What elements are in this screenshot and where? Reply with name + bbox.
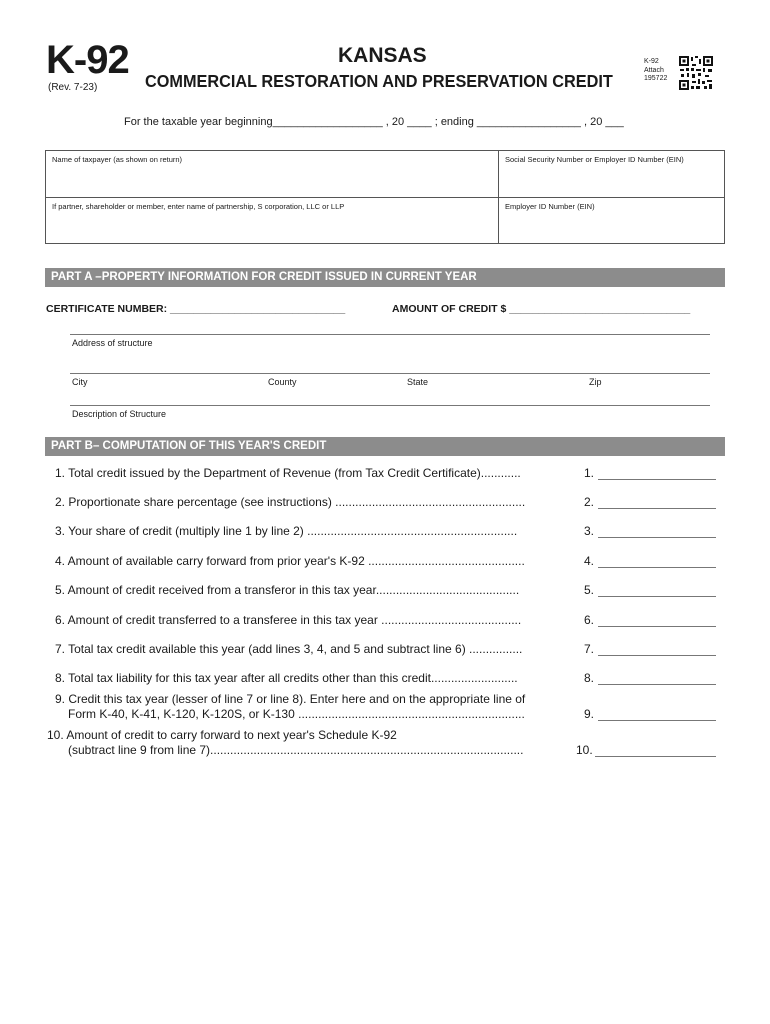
zip-label: Zip xyxy=(589,377,602,387)
attach-form-id: K-92 xyxy=(644,58,659,65)
line-2-number: 2. xyxy=(584,495,595,509)
partnership-name-field[interactable]: If partner, shareholder or member, enter name of partnership, S corporation, LLC or LLP xyxy=(52,202,345,211)
line-9-text: 9. Credit this tax year (lesser of line 7 or line 8). Enter here and on the appropriate line of xyxy=(55,692,526,706)
line-7-entry[interactable] xyxy=(598,655,716,656)
form-number: K-92 xyxy=(46,38,129,82)
address-label: Address of structure xyxy=(72,338,153,348)
county-label: County xyxy=(268,377,297,387)
line-4-entry[interactable] xyxy=(598,567,716,568)
line-1-number: 1. xyxy=(584,466,595,480)
amount-of-credit-field[interactable]: AMOUNT OF CREDIT $ _______________________________ xyxy=(392,303,691,315)
attach-label: Attach xyxy=(644,66,664,74)
description-line[interactable] xyxy=(70,405,710,406)
line-4-text: 4. Amount of available carry forward from prior year's K-92 ............................................... xyxy=(55,554,525,568)
attachment-info xyxy=(644,58,667,84)
line-2-text: 2. Proportionate share percentage (see instructions) ......................................................... xyxy=(55,495,526,509)
city-state-zip-line[interactable] xyxy=(70,373,710,374)
line-6-text: 6. Amount of credit transferred to a transferee in this tax year .......................................... xyxy=(55,613,522,627)
address-line[interactable] xyxy=(70,334,710,335)
line-10-text-cont: (subtract line 9 from line 7).............................................................................................. xyxy=(68,743,524,757)
line-3-text: 3. Your share of credit (multiply line 1 by line 2) ............................................................... xyxy=(55,524,518,538)
line-5-entry[interactable] xyxy=(598,596,716,597)
part-a-heading: PART A –PROPERTY INFORMATION FOR CREDIT ISSUED IN CURRENT YEAR xyxy=(45,268,725,287)
line-8-text: 8. Total tax liability for this tax year after all credits other than this credit.......................... xyxy=(55,671,518,685)
taxpayer-name-field[interactable]: Name of taxpayer (as shown on return) xyxy=(52,155,183,164)
attach-code: 195722 xyxy=(644,75,668,82)
line-5-number: 5. xyxy=(584,583,595,597)
line-1-entry[interactable] xyxy=(598,479,716,480)
part-b-heading: PART B– COMPUTATION OF THIS YEAR'S CREDIT xyxy=(45,437,725,456)
line-8-number: 8. xyxy=(584,671,595,685)
line-9-text-cont: Form K-40, K-41, K-120, K-120S, or K-130 .................................................................... xyxy=(68,707,525,721)
line-7-number: 7. xyxy=(584,642,595,656)
line-6-number: 6. xyxy=(584,613,595,627)
certificate-number-field[interactable]: CERTIFICATE NUMBER: ______________________________ xyxy=(46,303,346,315)
state-name: KANSAS xyxy=(338,44,427,67)
employer-id-field[interactable]: Employer ID Number (EIN) xyxy=(505,202,595,211)
line-4-number: 4. xyxy=(584,554,595,568)
city-label: City xyxy=(72,377,88,387)
form-revision: (Rev. 7-23) xyxy=(48,82,98,93)
line-1-text: 1. Total credit issued by the Department of Revenue (from Tax Credit Certificate)............ xyxy=(55,466,521,480)
state-label: State xyxy=(407,377,429,387)
line-5-text: 5. Amount of credit received from a transferor in this tax year........................................... xyxy=(55,583,520,597)
line-2-entry[interactable] xyxy=(598,508,716,509)
ssn-ein-field[interactable]: Social Security Number or Employer ID Number (EIN) xyxy=(505,155,684,164)
line-9-number: 9. xyxy=(584,707,595,721)
line-10-number: 10. xyxy=(576,743,593,757)
line-3-entry[interactable] xyxy=(598,537,716,538)
line-3-number: 3. xyxy=(584,524,595,538)
line-6-entry[interactable] xyxy=(598,626,716,627)
taxpayer-info-box xyxy=(45,150,725,244)
taxable-year-line[interactable]: For the taxable year beginning__________________ , 20 ____ ; ending _________________ , 20 ___ xyxy=(124,116,624,128)
qr-code-icon xyxy=(678,55,714,91)
form-title: COMMERCIAL RESTORATION AND PRESERVATION CREDIT xyxy=(145,71,613,91)
line-10-text: 10. Amount of credit to carry forward to next year's Schedule K-92 xyxy=(47,728,397,742)
line-8-entry[interactable] xyxy=(598,684,716,685)
line-9-entry[interactable] xyxy=(598,720,716,721)
description-label: Description of Structure xyxy=(72,409,167,419)
line-7-text: 7. Total tax credit available this year (add lines 3, 4, and 5 and subtract line 6) ................ xyxy=(55,642,523,656)
line-10-entry[interactable] xyxy=(595,756,716,757)
